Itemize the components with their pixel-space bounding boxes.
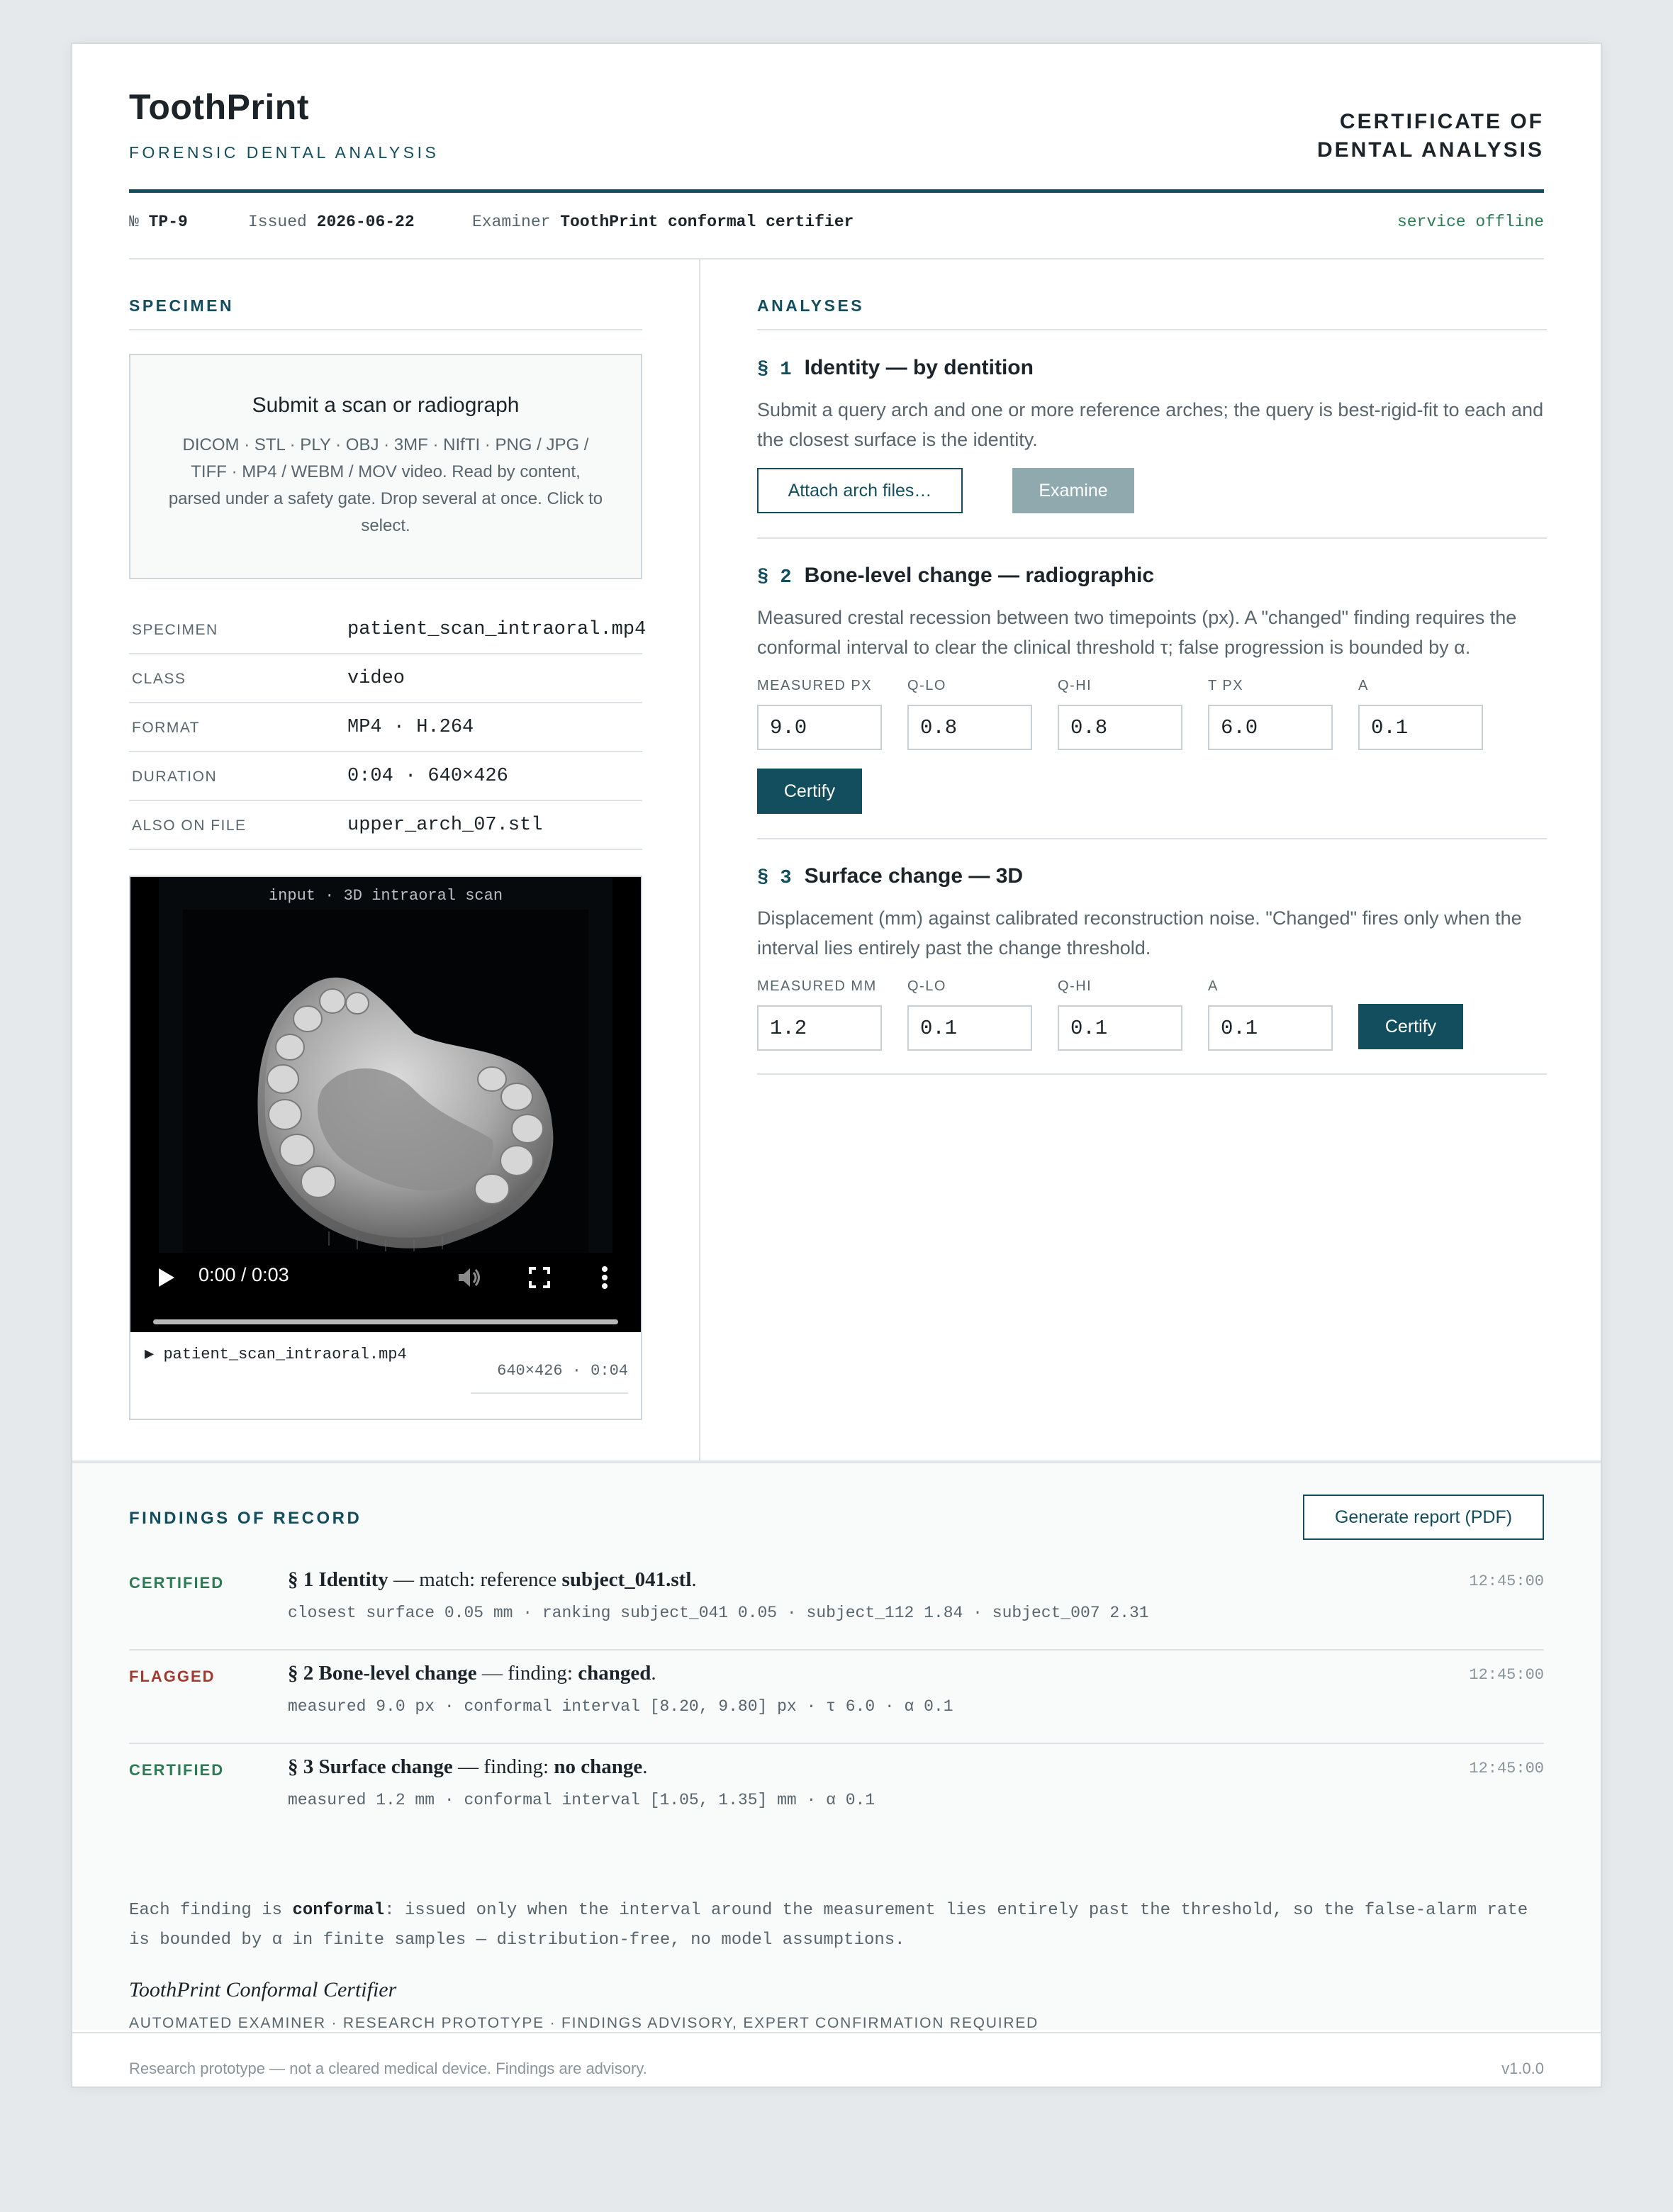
video-dimensions: 640×426 · 0:04: [497, 1362, 628, 1380]
certificate-number: № TP-9: [129, 213, 188, 231]
dental-arch-scan-image: [159, 877, 612, 1253]
video-progress-track[interactable]: [153, 1319, 618, 1324]
findings-of-record: [72, 1460, 1601, 2030]
measured-px-input[interactable]: [757, 705, 882, 750]
status-badge: CERTIFIED: [129, 1574, 225, 1592]
volume-icon[interactable]: [457, 1266, 482, 1290]
examiner: Examiner ToothPrint conformal certifier: [472, 213, 854, 231]
service-status: service offline: [1397, 213, 1544, 231]
finding-row: [129, 1744, 1544, 1838]
issued-date: Issued 2026-06-22: [248, 213, 415, 231]
meta-rule: [129, 258, 1544, 259]
finding-summary: § 3 Surface change — finding: no change.: [288, 1755, 648, 1778]
analyses-heading: ANALYSES: [757, 296, 865, 315]
q-hi-field: Q-HI 0.8: [1058, 678, 1184, 750]
footer-version: v1.0.0: [1501, 2060, 1544, 2077]
specimen-row: ALSO ON FILE upper_arch_07.stl: [129, 801, 642, 850]
findings-heading: FINDINGS OF RECORD: [129, 1509, 362, 1528]
q-hi-field: Q-HI 0.1: [1058, 978, 1184, 1051]
section-title: § 3 Surface change — 3D: [757, 864, 1024, 889]
certifier-subtitle: AUTOMATED EXAMINER · RESEARCH PROTOTYPE · FINDINGS ADVISORY, EXPERT CONFIRMATION REQUIRED: [129, 2015, 1039, 2031]
play-icon[interactable]: [157, 1267, 176, 1288]
finding-time: 12:45:00: [1469, 1573, 1544, 1590]
footer-rule: [72, 2032, 1601, 2033]
generate-report-button[interactable]: Generate report (PDF): [1303, 1495, 1544, 1540]
q-lo-input[interactable]: [907, 705, 1032, 750]
video-controls: [130, 1246, 641, 1332]
video-card: [129, 876, 642, 1420]
finding-summary: § 2 Bone-level change — finding: changed.: [288, 1662, 656, 1685]
threshold-px-field: T PX 6.0: [1208, 678, 1334, 750]
q-hi-input[interactable]: [1058, 705, 1182, 750]
section-title: § 1 Identity — by dentition: [757, 356, 1034, 381]
finding-time: 12:45:00: [1469, 1760, 1544, 1777]
threshold-px-input[interactable]: [1208, 705, 1333, 750]
q-lo-input[interactable]: [907, 1005, 1032, 1051]
specimen-row: FORMAT MP4 · H.264: [129, 703, 642, 752]
specimen-heading: SPECIMEN: [129, 296, 235, 315]
brand: [129, 86, 439, 162]
section-description: Measured crestal recession between two timepoints (px). A "changed" finding requires the conformal interval to clear the clinical threshold τ; false progression is bounded by α.: [757, 607, 1517, 658]
alpha-field: A 0.1: [1358, 678, 1484, 750]
certificate-title: [1317, 108, 1544, 164]
alpha-field: A 0.1: [1208, 978, 1334, 1051]
brand-name: ToothPrint: [129, 87, 309, 127]
measured-mm-input[interactable]: [757, 1005, 882, 1051]
section-description: Submit a query arch and one or more reference arches; the query is best-rigid-fit to each and the closest surface is the identity.: [757, 399, 1544, 450]
conformal-note: Each finding is conformal: issued only when the interval around the measurement lies entirely past the threshold, so the false-alarm rate is bounded by α in finite samples — distribution-free, no model assumptions.: [129, 1901, 1528, 1950]
q-hi-input[interactable]: [1058, 1005, 1182, 1051]
section-surface-change: [757, 864, 1547, 963]
finding-row: [129, 1557, 1544, 1650]
section-bone-level: [757, 564, 1547, 662]
video-overlay-label: input · 3D intraoral scan: [268, 887, 503, 905]
finding-detail: measured 1.2 mm · conformal interval [1.05, 1.35] mm · α 0.1: [288, 1791, 875, 1809]
specimen-row: SPECIMEN patient_scan_intraoral.mp4: [129, 605, 642, 654]
certifier-signature: ToothPrint Conformal Certifier: [129, 1978, 397, 2001]
attach-arch-files-button[interactable]: Attach arch files…: [757, 468, 963, 513]
measured-mm-field: MEASURED MM 1.2: [757, 978, 883, 1051]
video-caption[interactable]: ▶ patient_scan_intraoral.mp4: [145, 1346, 407, 1363]
status-badge: CERTIFIED: [129, 1761, 225, 1779]
certificate-title-line1: CERTIFICATE OF: [1339, 110, 1544, 133]
certificate-title-line2: DENTAL ANALYSIS: [1316, 138, 1544, 162]
certify-surface-change-button[interactable]: Certify: [1358, 1004, 1463, 1049]
certify-bone-level-button[interactable]: Certify: [757, 769, 862, 814]
brand-subtitle: FORENSIC DENTAL ANALYSIS: [129, 143, 440, 162]
dropzone-title: Submit a scan or radiograph: [252, 393, 520, 417]
specimen-heading-rule: [129, 329, 642, 330]
status-badge: FLAGGED: [129, 1668, 216, 1685]
alpha-input[interactable]: [1358, 705, 1483, 750]
q-lo-field: Q-LO 0.8: [907, 678, 1034, 750]
section-title: § 2 Bone-level change — radiographic: [757, 564, 1155, 588]
fullscreen-icon[interactable]: [529, 1267, 550, 1288]
specimen-row: DURATION 0:04 · 640×426: [129, 752, 642, 801]
video-dimensions-rule: [471, 1392, 628, 1394]
column-divider: [699, 259, 700, 1465]
dropzone-text: DICOM · STL · PLY · OBJ · 3MF · NIfTI · PNG / JPG / TIFF · MP4 / WEBM / MOV video. Read by content, parsed under a safety gate. Drop several at once. Click to select.: [168, 435, 603, 535]
specimen-row: CLASS video: [129, 654, 642, 703]
section-description: Displacement (mm) against calibrated reconstruction noise. "Changed" fires only when the interval lies entirely past the change threshold.: [757, 907, 1522, 959]
certificate-sheet: [71, 43, 1602, 2088]
video-frame: [159, 877, 612, 1253]
section-divider: [757, 838, 1547, 839]
specimen-table: [129, 605, 647, 850]
analyses-heading-rule: [757, 329, 1547, 330]
section-divider: [757, 537, 1547, 539]
examine-button[interactable]: Examine: [1012, 468, 1134, 513]
measured-px-field: MEASURED PX 9.0: [757, 678, 883, 750]
section-identity: [757, 356, 1547, 454]
upload-dropzone[interactable]: [129, 354, 642, 579]
finding-row: [129, 1650, 1544, 1744]
more-options-icon[interactable]: [601, 1266, 608, 1290]
finding-detail: closest surface 0.05 mm · ranking subject_041 0.05 · subject_112 1.84 · subject_007 2.31: [288, 1604, 1149, 1622]
video-player[interactable]: [130, 877, 641, 1332]
finding-time: 12:45:00: [1469, 1666, 1544, 1684]
section-divider: [757, 1073, 1547, 1075]
meta-bar: [129, 213, 1544, 241]
finding-summary: § 1 Identity — match: reference subject_041.stl.: [288, 1568, 697, 1591]
footer-disclaimer: Research prototype — not a cleared medical device. Findings are advisory.: [129, 2060, 647, 2077]
q-lo-field: Q-LO 0.1: [907, 978, 1034, 1051]
video-time: 0:00 / 0:03: [198, 1264, 289, 1285]
header-rule: [129, 189, 1544, 193]
alpha-input[interactable]: [1208, 1005, 1333, 1051]
finding-detail: measured 9.0 px · conformal interval [8.20, 9.80] px · τ 6.0 · α 0.1: [288, 1697, 953, 1716]
